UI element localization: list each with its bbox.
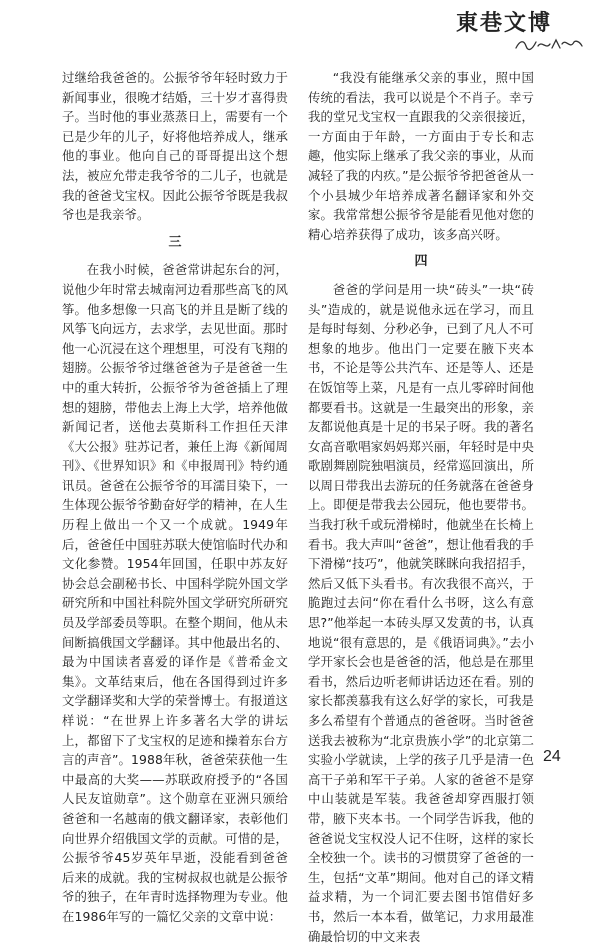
section-heading-three: 三: [168, 234, 182, 250]
section-heading-four: 四: [414, 254, 428, 270]
brand-title: 東巷文博: [456, 10, 553, 36]
right-column: [308, 68, 534, 946]
quote-paragraph: “我没有能继承父亲的事业，照中国传统的看法，我可以说是个不肖子。幸亏我的堂兄戈宝权一直跟我的父亲很接近，一方面由于年龄，一方面由于专长和志趣，他实际上继承了我父亲的事业，从而减轻了我的内疚。”是公振爷爷把爸爸从一个小县城少年培养成著名翻译家和外交家。我常常想公振爷爷是能看见他对您的精心培养获得了成功，该多高兴呀。: [308, 70, 534, 242]
signature-graphic: [514, 36, 584, 52]
page-number: 24: [543, 748, 561, 765]
body-paragraph: 在我小时候，爸爸常讲起东台的河，说他少年时常去城南河边看那些高飞的风筝。他多想像一只高飞的并且是断了线的风筝飞向远方，去求学，去见世面。那时他一心沉浸在这个理想里，可没有飞翔的翅膀。公振爷爷过继爸爸为子是爸爸一生中的重大转折，公振爷爷为爸爸插上了理想的翅膀，带他去上海上大学，培养他做新闻记者，送他去莫斯科工作担任天津《大公报》驻苏记者，兼任上海《新闻周刊》、《世界知识》和《申报周刊》特约通讯员。爸爸在公振爷爷的耳濡目染下，一生体现公振爷爷勤奋好学的精神，在人生历程上做出一个又一个成就。1949年后，爸爸任中国驻苏联大使馆临时代办和文化参赞。1954年回国，任职中苏友好协会总会副秘书长、中国科学院外国文学研究所和中国社科院外国文学研究所研究员及学部委员等职。在整个期间，他从未间断搞俄国文学翻译。其中他最出名的、最为中国读者喜爱的译作是《普希金文集》。文革结束后，他在各国得到过许多文学翻译奖和大学的荣誉博士。有报道这样说：“在世界上许多著名大学的讲坛上，都留下了戈宝权的足迹和操着东台方言的声音”。1988年秋，爸爸荣获他一生中最高的大奖——苏联政府授予的“各国人民友谊勋章”。这个勋章在亚洲只颁给爸爸和一名越南的俄文翻译家，表彰他们向世界介绍俄国文学的贡献。可惜的是，公振爷爷45岁英年早逝，没能看到爸爸后来的成就。我的宝树叔叔也就是公振爷爷的独子，在年青时选择物理为专业。他在1986年写的一篇忆父亲的文章中说：: [62, 262, 288, 924]
left-column: [62, 68, 288, 927]
header-brand: [456, 4, 596, 54]
body-paragraph: 爸爸的学问是用一块“砖头”一块“砖头”造成的，就是说他永远在学习，而且是每时每刻、分秒必争，已到了凡人不可想象的地步。他出门一定要在腋下夹本书，不论是等公共汽车、还是等人、还是在饭馆等上菜，凡是有一点儿零碎时间他都要看书。这就是一生最突出的形象，亲友都说他真是十足的书呆子呀。我的著名女高音歌唱家妈妈郑兴丽，年轻时是中央歌剧舞剧院独唱演员，经常巡回演出，所以周日带我出去游玩的任务就落在爸爸身上。即便是带我去公园玩，他也要带书。当我打秋千或玩滑梯时，他就坐在长椅上看书。我大声叫“爸爸”，想让他看我的手下滑梯“技巧”，他就笑眯眯向我招招手，然后又低下头看书。有次我很不高兴，于脆跑过去问“你在看什么书呀，这么有意思?”他举起一本砖头厚又发黄的书，认真地说“很有意思的，是《俄语词典》。”去小学开家长会也是爸爸的活，他总是在那里看书，然后边听老师讲话边还在看。别的家长都羡慕我有这么好学的家长，可我是多么希望有个普通点的爸爸呀。当时爸爸送我去被称为“北京贵族小学”的北京第二实验小学就读，上学的孩子几乎是清一色高干子弟和军干子弟。人家的爸爸不是穿中山装就是军装。我爸爸却穿西服打领带，腋下夹本书。一个同学告诉我，他的爸爸说戈宝权没人记不住呀，这样的家长全校独一个。读书的习惯贯穿了爸爸的一生，包括“文革”期间。他对自己的译文精益求精，为一个词汇要去图书馆借好多书，然后一本本看，做笔记，力求用最准确最恰切的中文来表: [308, 281, 534, 944]
intro-paragraph: 过继给我爸爸的。公振爷爷年轻时致力于新闻事业，很晚才结婚，三十岁才喜得贵子。当时他的事业蒸蒸日上，需要有一个已是少年的儿子，好将他培养成人，继承他的事业。他向自己的哥哥提出这个想法，被应允带走我爷爷的二儿子，也就是我的爸爸戈宝权。因此公振爷爷既是我叔爷也是我亲爷。: [62, 70, 288, 223]
